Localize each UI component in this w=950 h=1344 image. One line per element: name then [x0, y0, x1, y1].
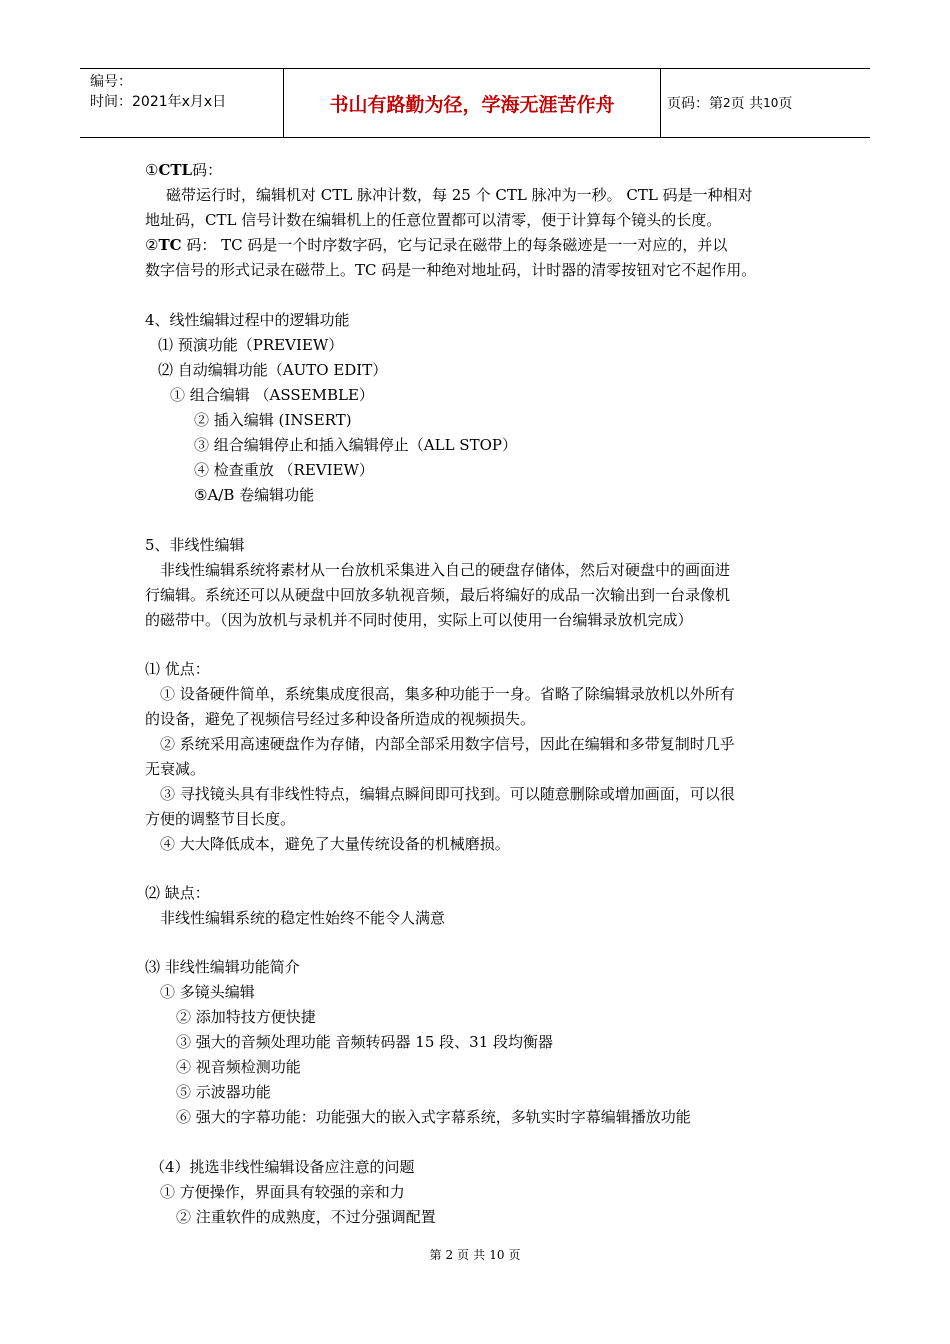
paragraph-line: ③ 寻找镜头具有非线性特点，编辑点瞬间即可找到。可以随意删除或增加画面，可以很: [160, 785, 735, 803]
ctl-heading-suffix: 码：: [192, 161, 223, 179]
disadvantages-title: ⑵ 缺点：: [145, 884, 210, 902]
list-item: ⑴ 预演功能（PREVIEW）: [158, 336, 344, 354]
footer-current-page: 2: [445, 1248, 454, 1262]
paragraph-line: 磁带运行时，编辑机对 CTL 脉冲计数，每 25 个 CTL 脉冲为一秒。 CTL 码是一种相对: [166, 186, 753, 204]
page-label: 页码：第: [667, 96, 723, 112]
list-item: ⑥ 强大的字幕功能：功能强大的嵌入式字幕系统，多轨实时字幕编辑播放功能: [176, 1108, 691, 1126]
paragraph-line: 方便的调整节目长度。: [145, 810, 296, 828]
page-total: 10: [763, 96, 779, 110]
header-page-info: [661, 69, 870, 137]
document-date: 时间：2021年x月x日: [90, 94, 227, 110]
page-current: 2: [723, 96, 731, 110]
paragraph-line: 无衰减。: [145, 760, 206, 778]
list-item: ① 多镜头编辑: [160, 983, 255, 1001]
list-item: ② 注重软件的成熟度，不过分强调配置: [176, 1208, 436, 1226]
page-mid: 页 共: [730, 96, 764, 112]
footer-word: 共: [473, 1248, 486, 1262]
paragraph-line: ④ 大大降低成本，避免了大量传统设备的机械磨损。: [160, 835, 510, 853]
paragraph-line: ① 设备硬件简单，系统集成度很高，集多种功能于一身。省略了除编辑录放机以外所有: [160, 685, 735, 703]
section-title-5: 5、非线性编辑: [145, 536, 245, 554]
list-item: ① 组合编辑 （ASSEMBLE）: [170, 386, 374, 404]
paragraph-line: 地址码，CTL 信号计数在编辑机上的任意位置都可以清零，便于计算每个镜头的长度。: [145, 211, 722, 229]
paragraph-line: 的设备，避免了视频信号经过多种设备所造成的视频损失。: [145, 710, 536, 728]
paragraph-line: 行编辑。系统还可以从硬盘中回放多轨视音频，最后将编好的成品一次输出到一台录像机: [145, 586, 731, 604]
footer-word: 页: [457, 1248, 470, 1262]
advantages-title: ⑴ 优点：: [145, 660, 210, 678]
section-title-4: 4、线性编辑过程中的逻辑功能: [145, 311, 350, 329]
list-item: ③ 组合编辑停止和插入编辑停止（ALL STOP）: [194, 436, 517, 454]
paragraph-line: 数字信号的形式记录在磁带上。TC 码是一种绝对地址码，计时器的清零按钮对它不起作用。: [145, 261, 757, 279]
header-meta: [80, 69, 283, 137]
tc-paragraph-start: 码： TC 码是一个时序数字码，它与记录在磁带上的每条磁迹是一一对应的，并以: [181, 236, 728, 254]
paragraph-line: 非线性编辑系统的稳定性始终不能令人满意: [160, 909, 446, 927]
tc-heading-bold: TC: [158, 236, 182, 254]
document-number-label: 编号：: [90, 74, 132, 90]
footer-total-pages: 10: [489, 1248, 505, 1262]
header-motto: 书山有路勤为径，学海无涯苦作舟: [283, 69, 661, 137]
list-item: ② 插入编辑 (INSERT): [194, 411, 352, 429]
features-title: ⑶ 非线性编辑功能简介: [145, 958, 300, 976]
tc-heading: [145, 235, 727, 255]
paragraph-line: 非线性编辑系统将素材从一台放机采集进入自己的硬盘存储体，然后对硬盘中的画面进: [160, 561, 731, 579]
page-suffix: 页: [778, 96, 793, 112]
footer-word: 第: [429, 1248, 442, 1262]
list-item: ④ 检查重放 （REVIEW）: [194, 461, 374, 479]
ctl-heading-num: ①: [145, 161, 159, 179]
paragraph-line: ② 系统采用高速硬盘作为存储，内部全部采用数字信号，因此在编辑和多带复制时几乎: [160, 735, 735, 753]
page-header: [80, 68, 870, 138]
list-item: ⑤A/B 卷编辑功能: [194, 486, 315, 504]
ctl-heading: [145, 160, 222, 180]
footer-word: 页: [508, 1248, 521, 1262]
list-item: ② 添加特技方便快捷: [176, 1008, 316, 1026]
list-item: ③ 强大的音频处理功能 音频转码器 15 段、31 段均衡器: [176, 1033, 554, 1051]
list-item: ① 方便操作，界面具有较强的亲和力: [160, 1183, 405, 1201]
tc-heading-num: ②: [145, 236, 159, 254]
list-item: ④ 视音频检测功能: [176, 1058, 301, 1076]
paragraph-line: 的磁带中。（因为放机与录机并不同时使用，实际上可以使用一台编辑录放机完成）: [145, 611, 693, 629]
list-item: ⑤ 示波器功能: [176, 1083, 271, 1101]
ctl-heading-bold: CTL: [158, 161, 193, 179]
list-item: ⑵ 自动编辑功能（AUTO EDIT）: [158, 361, 388, 379]
selection-title: （4）挑选非线性编辑设备应注意的问题: [150, 1158, 415, 1176]
page-footer: [0, 1247, 950, 1263]
